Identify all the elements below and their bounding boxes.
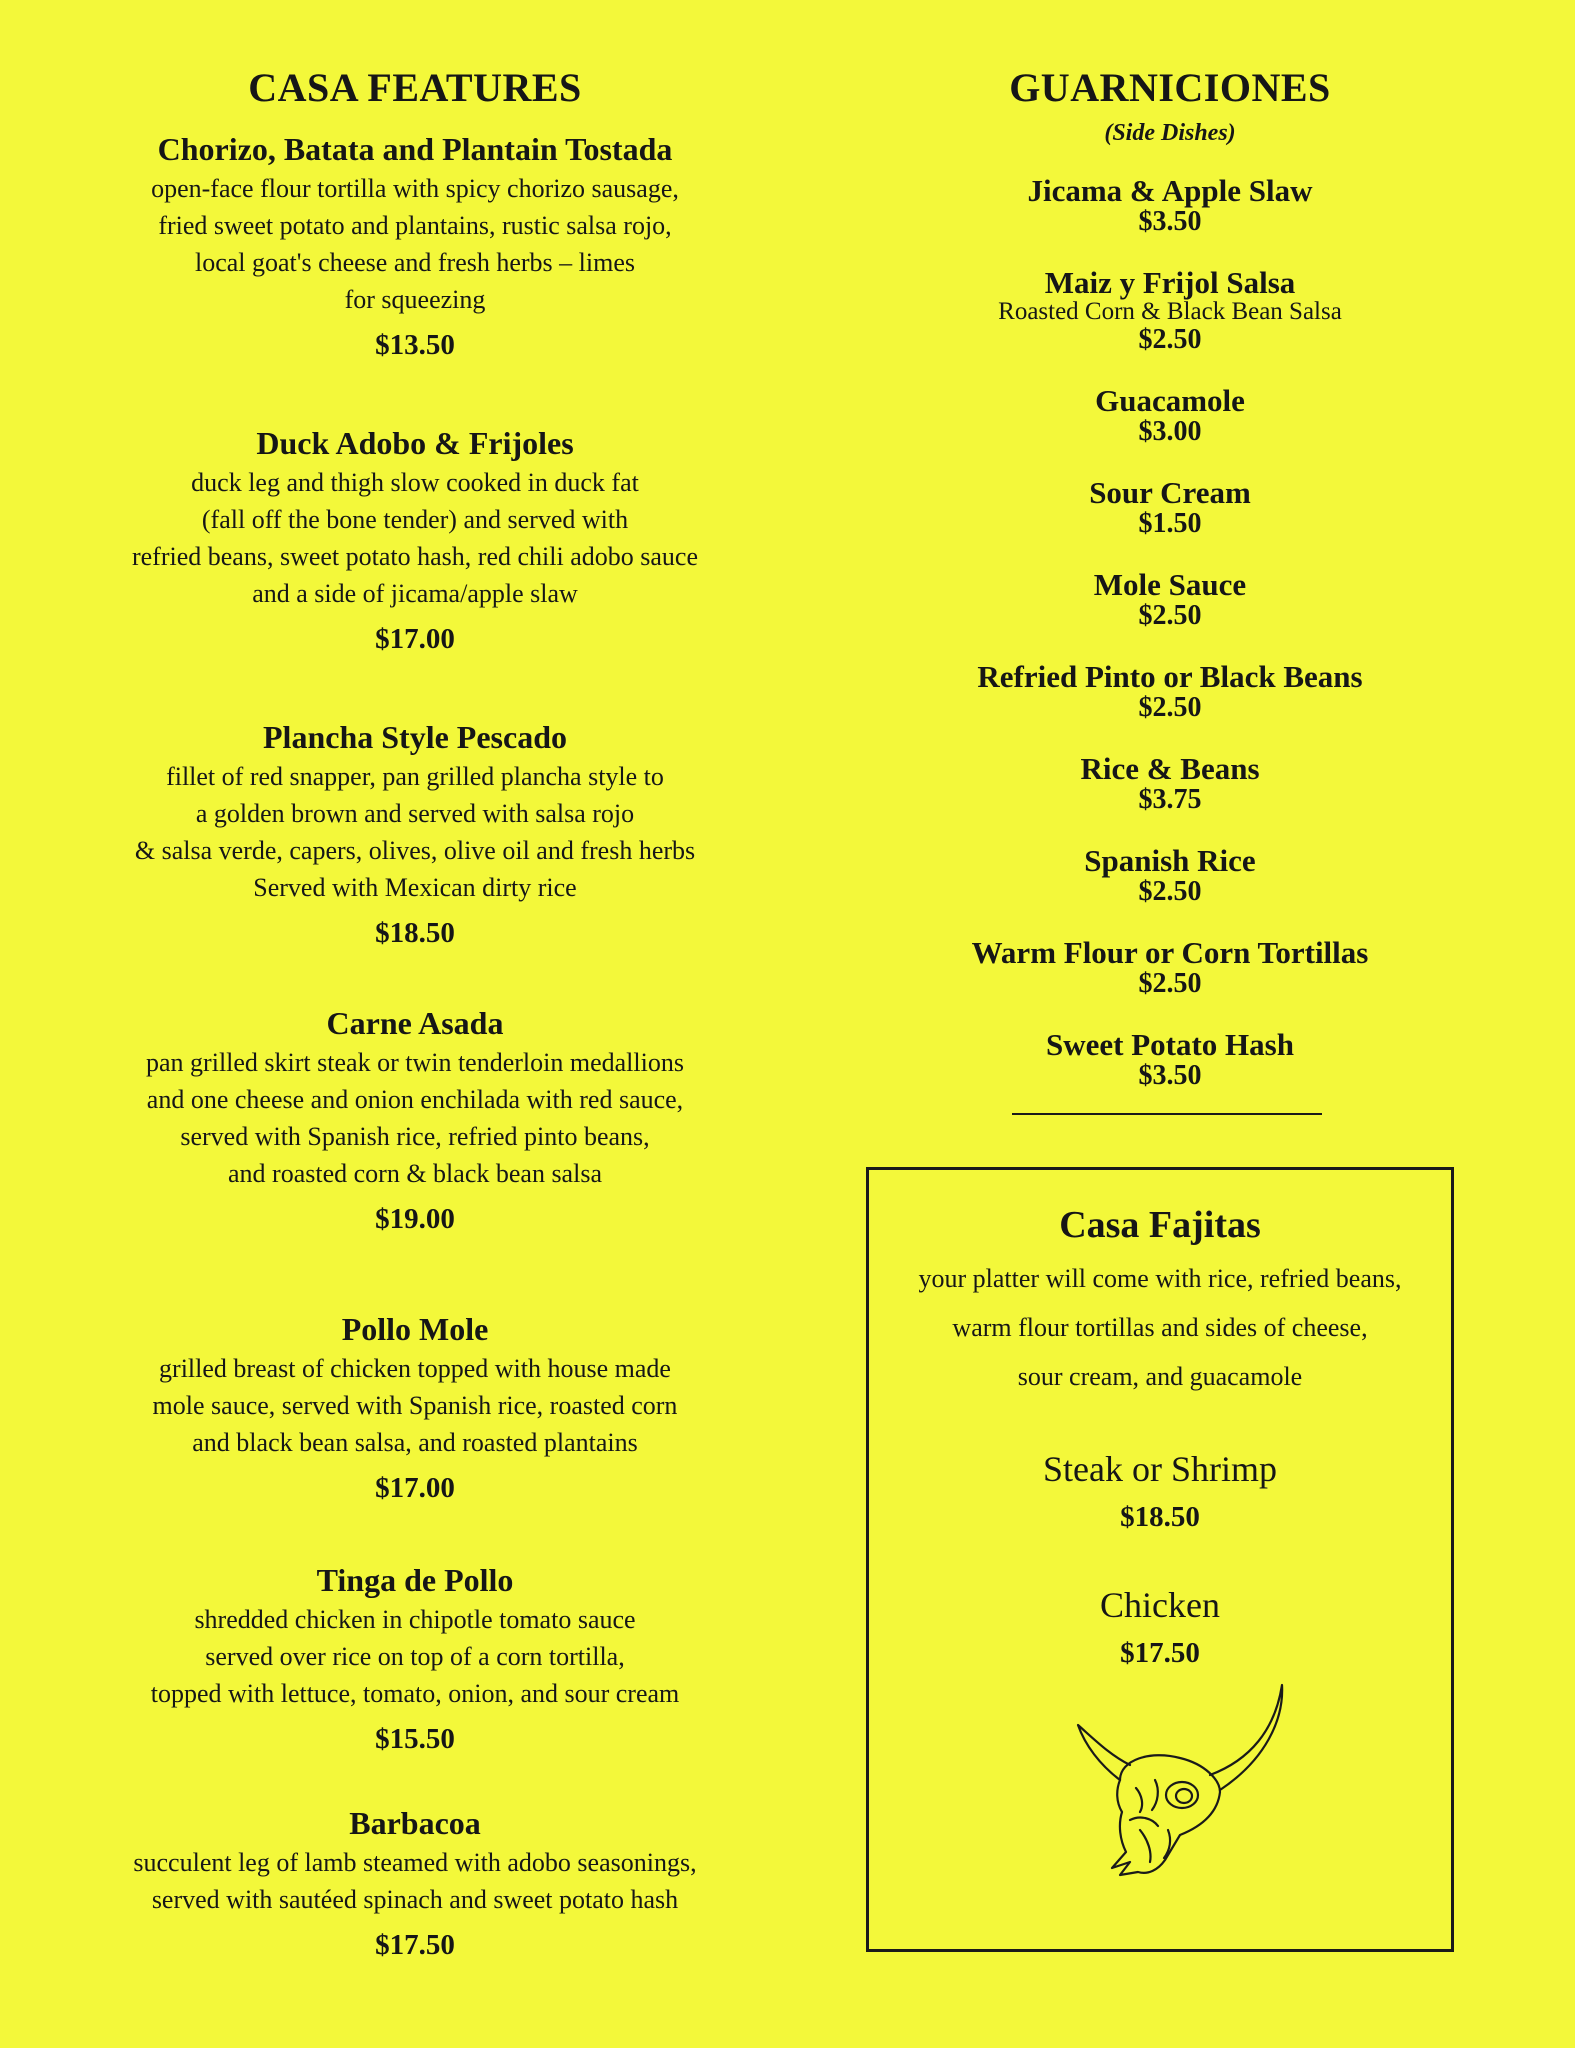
side-dishes-column bbox=[870, 58, 1470, 1121]
guarniciones-heading: GUARNICIONES bbox=[1009, 65, 1331, 110]
menu-item bbox=[60, 422, 770, 658]
menu-item bbox=[60, 1002, 770, 1238]
side-dish-price: $3.00 bbox=[1138, 416, 1202, 447]
fajitas-desc-line: warm flour tortillas and sides of cheese, bbox=[952, 1313, 1368, 1342]
side-dish bbox=[870, 477, 1470, 539]
menu-item-name: Duck Adobo & Frijoles bbox=[256, 425, 574, 461]
side-dish-name: Spanish Rice bbox=[1084, 843, 1256, 878]
menu-item-name: Plancha Style Pescado bbox=[263, 719, 567, 755]
side-dish-price: $3.50 bbox=[1138, 206, 1202, 237]
side-dishes-subheading: (Side Dishes) bbox=[1104, 120, 1236, 146]
menu-item bbox=[60, 1308, 770, 1507]
menu-item-name: Barbacoa bbox=[349, 1805, 481, 1841]
side-dish-name: Rice & Beans bbox=[1080, 751, 1260, 786]
casa-features-heading: CASA FEATURES bbox=[248, 65, 582, 110]
side-dish bbox=[870, 267, 1470, 355]
menu-item bbox=[60, 1559, 770, 1758]
menu-item-price: $13.50 bbox=[375, 329, 455, 361]
section-divider bbox=[1012, 1113, 1322, 1115]
menu-item-desc: shredded chicken in chipotle tomato sauce served over rice on top of a corn tortilla, topped with lettuce, tomato, onion, and sour cream bbox=[150, 1605, 680, 1708]
casa-features-column bbox=[60, 58, 770, 1964]
menu-item bbox=[60, 128, 770, 364]
fajita-option bbox=[869, 1447, 1451, 1537]
side-dish-name: Jicama & Apple Slaw bbox=[1027, 173, 1313, 208]
menu-item-desc: open-face flour tortilla with spicy chorizo sausage, fried sweet potato and plantains, rustic salsa rojo, local goat's cheese and fresh herbs – limes for squeezing bbox=[151, 174, 679, 314]
fajitas-desc-line: sour cream, and guacamole bbox=[1017, 1362, 1303, 1391]
fajita-option-price: $18.50 bbox=[1120, 1501, 1200, 1533]
menu-item-desc: pan grilled skirt steak or twin tenderloin medallions and one cheese and onion enchilada with red sauce, served with Spanish rice, refried pinto beans, and roasted corn & black bean salsa bbox=[146, 1048, 684, 1188]
menu-item-desc: fillet of red snapper, pan grilled plancha style to a golden brown and served with salsa rojo & salsa verde, capers, olives, olive oil and fresh herbs Served with Mexican dirty rice bbox=[134, 762, 696, 902]
side-dish-name: Maiz y Frijol Salsa bbox=[1044, 265, 1296, 300]
menu-item-price: $18.50 bbox=[375, 917, 455, 949]
side-dish-price: $2.50 bbox=[1138, 600, 1202, 631]
side-dish-name: Refried Pinto or Black Beans bbox=[977, 659, 1363, 694]
fajitas-desc-line: your platter will come with rice, refried beans, bbox=[918, 1264, 1402, 1293]
fajita-option-name: Steak or Shrimp bbox=[1043, 1449, 1277, 1489]
side-dish-name: Sweet Potato Hash bbox=[1046, 1027, 1294, 1062]
side-dish bbox=[870, 175, 1470, 237]
menu-item-name: Chorizo, Batata and Plantain Tostada bbox=[157, 131, 673, 167]
cow-skull-icon bbox=[1060, 1680, 1290, 1890]
menu-item-price: $15.50 bbox=[375, 1723, 455, 1755]
side-dish-name: Sour Cream bbox=[1089, 475, 1251, 510]
menu-item-name: Pollo Mole bbox=[341, 1311, 489, 1347]
side-dish-desc: Roasted Corn & Black Bean Salsa bbox=[998, 298, 1342, 325]
side-dish-price: $2.50 bbox=[1138, 324, 1202, 355]
side-dish bbox=[870, 1029, 1470, 1091]
menu-item-desc: grilled breast of chicken topped with house made mole sauce, served with Spanish rice, roasted corn and black bean salsa, and roasted plantains bbox=[152, 1354, 678, 1457]
casa-fajitas-title: Casa Fajitas bbox=[1059, 1204, 1261, 1246]
fajita-option-name: Chicken bbox=[1100, 1585, 1220, 1625]
side-dish bbox=[870, 937, 1470, 999]
side-dish-price: $1.50 bbox=[1138, 508, 1202, 539]
menu-item bbox=[60, 1802, 770, 1964]
menu-item-price: $17.00 bbox=[375, 623, 455, 655]
menu-item-desc: succulent leg of lamb steamed with adobo seasonings, served with sautéed spinach and sweet potato hash bbox=[133, 1848, 697, 1914]
side-dish-price: $3.75 bbox=[1138, 784, 1202, 815]
side-dish-name: Guacamole bbox=[1095, 383, 1245, 418]
side-dish-price: $3.50 bbox=[1138, 1060, 1202, 1091]
side-dish-name: Mole Sauce bbox=[1093, 567, 1247, 602]
menu-item-desc: duck leg and thigh slow cooked in duck fat (fall off the bone tender) and served with refried beans, sweet potato hash, red chili adobo sauce and a side of jicama/apple slaw bbox=[131, 468, 698, 608]
side-dish-name: Warm Flour or Corn Tortillas bbox=[971, 935, 1369, 970]
menu-item-name: Tinga de Pollo bbox=[316, 1562, 514, 1598]
side-dish bbox=[870, 753, 1470, 815]
side-dish-price: $2.50 bbox=[1138, 692, 1202, 723]
side-dish bbox=[870, 385, 1470, 447]
side-dish bbox=[870, 845, 1470, 907]
side-dish bbox=[870, 661, 1470, 723]
menu-item-price: $17.00 bbox=[375, 1472, 455, 1504]
menu-item-name: Carne Asada bbox=[326, 1005, 504, 1041]
side-dish-price: $2.50 bbox=[1138, 876, 1202, 907]
casa-fajitas-desc bbox=[869, 1254, 1451, 1401]
fajita-option bbox=[869, 1583, 1451, 1673]
fajita-option-price: $17.50 bbox=[1120, 1637, 1200, 1669]
side-dish bbox=[870, 569, 1470, 631]
menu-item bbox=[60, 716, 770, 952]
menu-item-price: $17.50 bbox=[375, 1929, 455, 1961]
side-dish-price: $2.50 bbox=[1138, 968, 1202, 999]
menu-item-price: $19.00 bbox=[375, 1203, 455, 1235]
